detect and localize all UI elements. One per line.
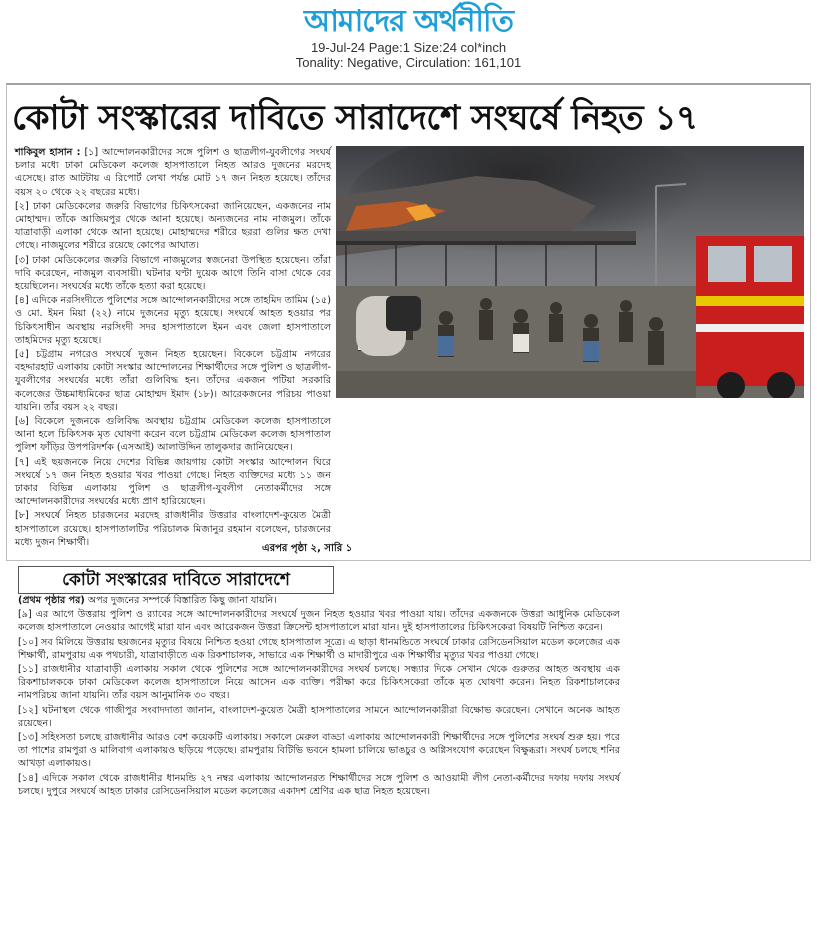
news-photo (336, 146, 804, 398)
continuation-paragraph-1: (প্রথম পৃষ্ঠার পর) অপর দুজনের সম্পর্কে বিস্তারিত কিছু জানা যায়নি। (18, 595, 277, 606)
continuation-paragraph-3: [১০] সব মিলিয়ে উত্তরায় ছয়জনের মৃত্যুর বিষয়ে নিশ্চিত হওয়া গেছে হাসপাতাল সূত্রে। এ ছাড়া ধানমন্ডিতে সংঘর্ষে ঢাকার রেসিডেনসিয়াল মডেল কলেজের এক শিক্ষার্থী, রামপুরায় এক পথচারী, যাত্রাবাড়ীতে এক রিকশাচালক, সাভারে এক শিক্ষার্থী ও মাদারীপুরে এক শিক্ষার্থীর মৃত্যুর খবর পাওয়া গেছে। (18, 636, 620, 661)
byline: শাকিবুল হাসান : (15, 147, 81, 158)
article-paragraph-4: [৪] এদিকে নরসিংদীতে পুলিশের সঙ্গে আন্দোলনকারীদের সঙ্গে তাহমিদ তামিম (১৫) ও মো. ইমন মিয়া (২২) নামে দুজনের মৃত্যু হয়েছে। সংঘর্ষে আহত হওয়ার পর চিকিৎসাধীন অবস্থায় নরসিংদী সদর হাসপাতালে ইমন এবং জেলা হাসপাতালে তাহমিদের মৃত্যু হয়েছে। (15, 295, 331, 346)
article-body-column (15, 146, 331, 550)
clipping-meta-line2: Tonality: Negative, Circulation: 161,101 (295, 55, 522, 70)
continuation-paragraph-2: [৯] এর আগে উত্তরায় পুলিশ ও র‍্যাবের সঙ্গে আন্দোলনকারীদের সংঘর্ষে দুজন নিহত হওয়ার খবর পাওয়া যায়। তাঁদের একজনকে উত্তরা আধুনিক মেডিকেল কলেজ হাসপাতালে নেওয়ার আগেই মারা যান এবং আরেকজন উত্তরা ক্রিসেন্ট হাসপাতালে মারা যান। দুই হাসপাতালের চিকিৎসকেরা বিষয়টি নিশ্চিত করেন। (18, 609, 620, 634)
article-paragraph-8: [৮] সংঘর্ষে নিহত চারজনের মরদেহ রাজধানীর উত্তরার বাংলাদেশ-কুয়েত মৈত্রী হাসপাতালে রয়েছে। হাসপাতালটির পরিচালক মিজানুর রহমান বলেছেন, চারজনের মধ্যে দুজন শিক্ষার্থী। (15, 510, 331, 548)
masthead (0, 4, 817, 70)
article-paragraph-1: শাকিবুল হাসান : [১] আন্দোলনকারীদের সঙ্গে পুলিশ ও ছাত্রলীগ-যুবলীগের সংঘর্ষ চলার মধ্যে ঢাকা মেডিকেল কলেজ হাসপাতালে নিহত আরও দুজনের মরদেহ এসেছে। রাত আটটায় এ রিপোর্ট লেখা পর্যন্ত মোট ১৭ জন নিহত হয়েছে। তাঁদের বয়স ২০ থেকে ২২ বছরের মধ্যে। (15, 147, 331, 198)
article-paragraph-6: [৬] বিকেলে দুজনকে গুলিবিদ্ধ অবস্থায় চট্টগ্রাম মেডিকেল কলেজ হাসপাতালে আনা হলে চিকিৎসক মৃত ঘোষণা করেন বলে চট্টগ্রাম মেডিকেল কলেজ হাসপাতাল পুলিশ ফাঁড়ির উপপরিদর্শক (এসআই) আলাউদ্দিন তালুকদার জানিয়েছেন। (15, 416, 331, 454)
continuation-paragraph-4: [১১] রাজধানীর যাত্রাবাড়ী এলাকায় সকাল থেকে পুলিশের সঙ্গে আন্দোলনকারীদের সংঘর্ষ চলছে। সন্ধ্যার দিকে সেখান থেকে গুরুতর আহত অবস্থায় এক রিকশাচালককে ঢাকা মেডিকেল কলেজ হাসপাতালে নিয়ে আসেন এক ব্যক্তি। পরীক্ষা করে চিকিৎসকেরা তাঁকে মৃত ঘোষণা করেন। নিহত রিকশাচালকের নামপরিচয় জানা যায়নি। তাঁর বয়স আনুমানিক ৩০ বছর। (18, 664, 620, 702)
continuation-paragraph-6: [১৩] সহিংসতা চলছে রাজধানীর আরও বেশ কয়েকটি এলাকায়। সকালে মেরুল বাড্ডা এলাকায় আন্দোলনকারী শিক্ষার্থীদের সঙ্গে পুলিশের সংঘর্ষ শুরু হয়। পরে তা পাশের রামপুরা ও মালিবাগ এলাকায়ও ছড়িয়ে পড়েছে। রামপুরায় বিটিভি ভবনে হামলা চালিয়ে ভাঙচুর ও অগ্নিসংযোগ করেছেন বিক্ষুব্ধরা। সংঘর্ষ চলছে শনির আখড়া এলাকায়ও। (18, 732, 620, 770)
continued-on-label: এরপর পৃষ্ঠা ২, সারি ১ (262, 543, 353, 554)
continuation-paragraph-7: [১৪] এদিকে সকাল থেকে রাজধানীর ধানমন্ডি ২৭ নম্বর এলাকায় আন্দোলনরত শিক্ষার্থীদের সঙ্গে পুলিশ ও আওয়ামী লীগ নেতা-কর্মীদের দফায় দফায় সংঘর্ষ চলছে। দুপুরে সংঘর্ষে আহত ঢাকার রেসিডেনসিয়াল মডেল কলেজের একাদশ শ্রেণির এক ছাত্র নিহত হয়েছেন। (18, 772, 620, 797)
protest-fire-photo (336, 146, 804, 398)
article-paragraph-5: [৫] চট্টগ্রাম নগরেও সংঘর্ষে দুজন নিহত হয়েছেন। বিকেলে চট্টগ্রাম নগরের বহদ্দারহাট এলাকায় কোটা সংস্কার আন্দোলনের শিক্ষার্থীদের সঙ্গে পুলিশ ও ছাত্রলীগ-যুবলীগের সংঘর্ষের মধ্যে তাঁরা গুলিবিদ্ধ হন। তাঁদের একজন পটিয়া সরকারি কলেজের উচ্চমাধ্যমিকের ছাত্র মোহাম্মদ ইমাদ (১৮)। আরেকজনের পরিচয় পাওয়া যায়নি। তাঁর বয়স ২২ বছর। (15, 349, 331, 413)
article-paragraph-3: [৩] ঢাকা মেডিকেলের জরুরি বিভাগে নাজমুলের স্বজনেরা উপস্থিত হয়েছেন। তাঁরা দাবি করেছেন, নাজমুল ব্যবসায়ী। ঘটনার ঘণ্টা দুয়েক আগে তিনি বাসা থেকে বের হয়েছিলেন। সংঘর্ষের মধ্যে তাঁকে হত্যা করা হয়েছে। (15, 254, 331, 293)
continuation-lead-label: (প্রথম পৃষ্ঠার পর) (18, 595, 85, 606)
newspaper-logo: আমাদের অর্থনীতি (303, 4, 514, 39)
continuation-headline: কোটা সংস্কারের দাবিতে সারাদেশে (18, 566, 334, 594)
clipping-meta-line1: 19-Jul-24 Page:1 Size:24 col*inch (310, 40, 507, 55)
continuation-paragraph-5: [১২] ঘটনাস্থল থেকে গাজীপুর সংবাদদাতা জানান, বাংলাদেশ-কুয়েত মৈত্রী হাসপাতালের সামনে আন্দোলনকারীরা বিক্ষোভ করেছেন। সেখানে অনেক আহত রয়েছেন। (18, 704, 620, 729)
article-headline: কোটা সংস্কারের দাবিতে সারাদেশে সংঘর্ষে নিহত ১৭ (12, 98, 698, 138)
continuation-body-column (18, 594, 620, 799)
article-paragraph-7: [৭] এই ছয়জনকে নিয়ে দেশের বিভিন্ন জায়গায় কোটা সংস্কার আন্দোলন ঘিরে সংঘর্ষে ১৭ জন নিহত হওয়ার খবর পাওয়া গেছে। নিহত ব্যক্তিদের মধ্যে ১১ জন ঢাকার বিভিন্ন এলাকায় পুলিশ ও ছাত্রলীগ-যুবলীগ নেতাকর্মীদের সঙ্গে আন্দোলনকারীদের সংঘর্ষের মধ্যে প্রাণ হারিয়েছেন। (15, 456, 331, 508)
article-paragraph-2: [২] ঢাকা মেডিকেলের জরুরি বিভাগের চিকিৎসকেরা জানিয়েছেন, একজনের নাম মোহাম্মদ। তাঁকে আজিমপুর থেকে আনা হয়েছে। অন্যজনের নাম নাজমুল। তাঁকে যাত্রাবাড়ী এলাকা থেকে আনা হয়েছে। মোহাম্মদের শরীরে ছররা গুলির ক্ষত দেখা গেছে। নাজমুলের শরীরে রয়েছে কোপের আঘাত। (15, 200, 331, 252)
